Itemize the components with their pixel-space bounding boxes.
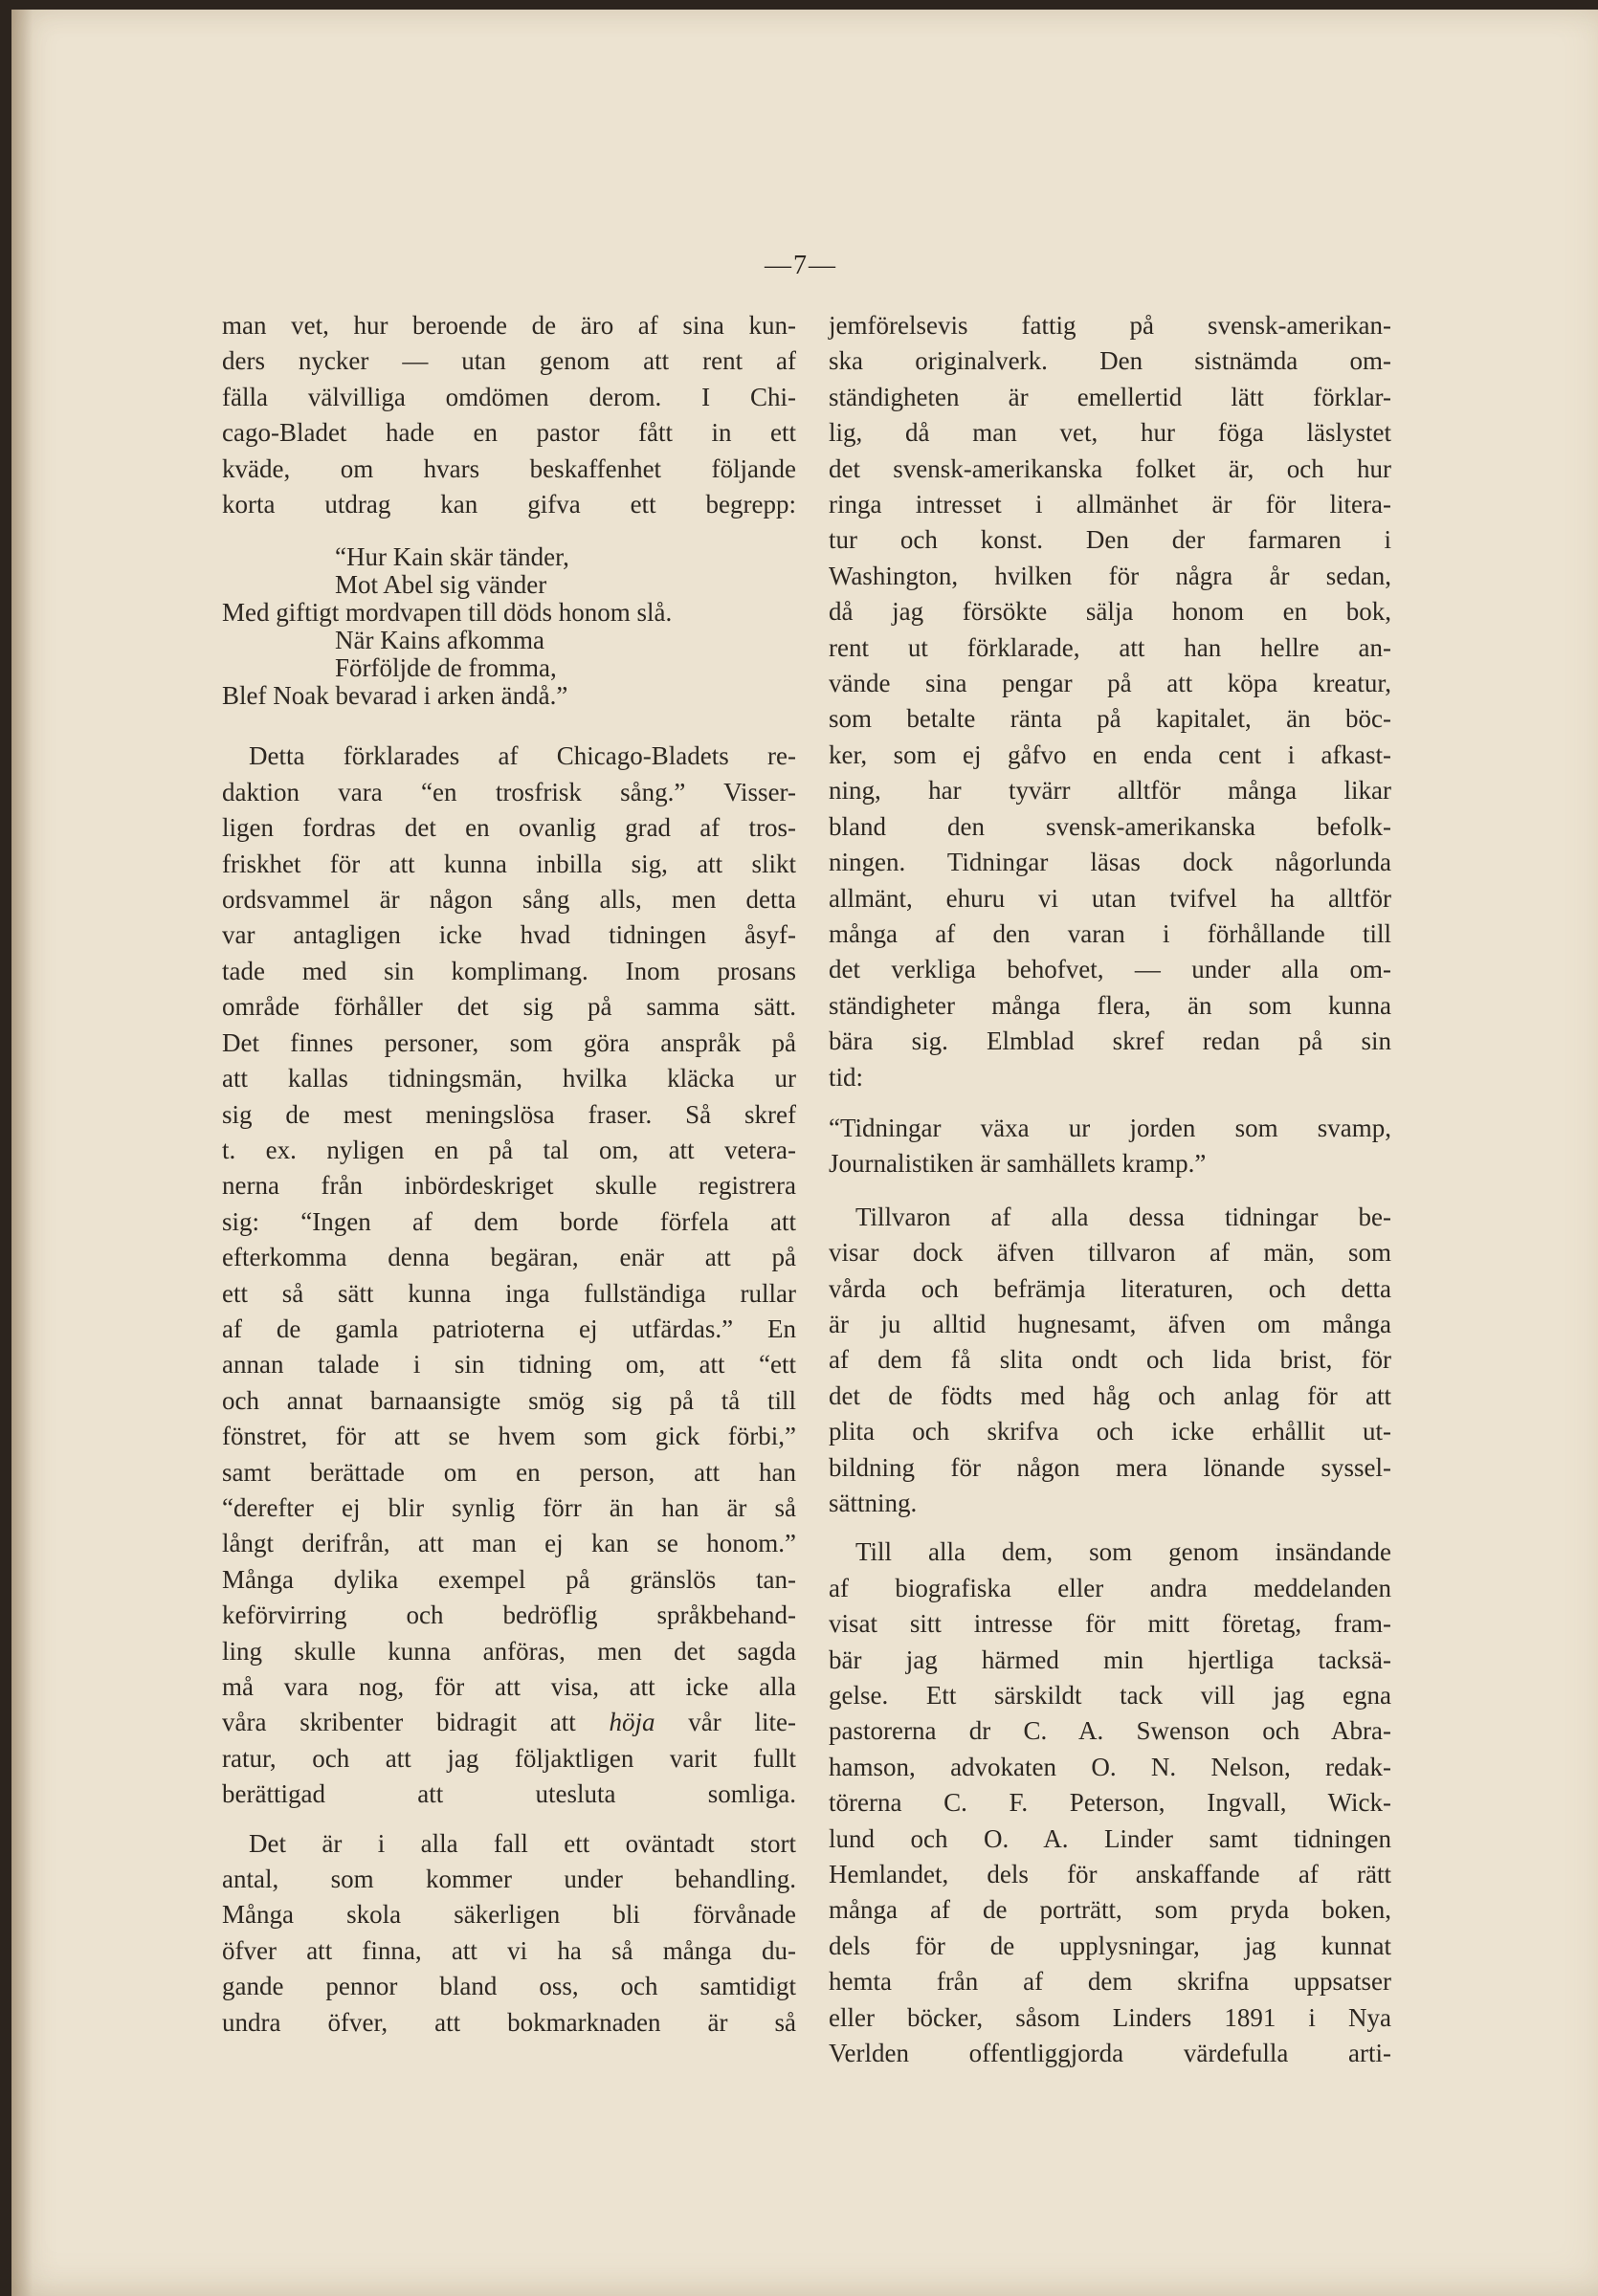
text-line: och annat barnaansigte smög sig på tå till bbox=[222, 1385, 796, 1415]
text-line: ratur, och att jag följaktligen varit fullt bbox=[222, 1743, 796, 1773]
text-line: fönstret, för att se hvem som gick förbi,” bbox=[222, 1422, 796, 1451]
text-line: Det finnes personer, som göra anspråk på bbox=[222, 1027, 796, 1057]
text-line: cago-Bladet hade en pastor fått in ett bbox=[222, 418, 796, 448]
text-line: berättigad att utesluta somliga. bbox=[222, 1779, 796, 1809]
text-line: vårda och befrämja literaturen, och detta bbox=[829, 1273, 1391, 1303]
text-line: bland den svensk-amerikanska befolk- bbox=[829, 811, 1391, 841]
text-line: friskhet för att kunna inbilla sig, att slikt bbox=[222, 849, 796, 878]
text-line: plita och skrifva och icke erhållit ut- bbox=[829, 1417, 1391, 1446]
text-line: ker, som ej gåfvo en enda cent i afkast- bbox=[829, 740, 1391, 769]
text-line: efterkomma denna begäran, enär att på bbox=[222, 1243, 796, 1272]
text-line: många af de porträtt, som pryda boken, bbox=[829, 1895, 1391, 1925]
text-line: långt derifrån, att man ej kan se honom.” bbox=[222, 1529, 796, 1558]
text-line: öfver att finna, att vi ha så många du- bbox=[222, 1935, 796, 1965]
text-line: keförvirring och bedröflig språkbehand- bbox=[222, 1601, 796, 1630]
text-line: jemförelsevis fattig på svensk-amerikan- bbox=[829, 311, 1391, 340]
text-line: Tillvaron af alla dessa tidningar be- bbox=[855, 1202, 1391, 1231]
text-line: gelse. Ett särskildt tack vill jag egna bbox=[829, 1681, 1391, 1711]
text-line: tid: bbox=[829, 1062, 864, 1092]
right-paragraph-3 bbox=[829, 1534, 1391, 2071]
text-line: ett så sätt kunna inga fullständiga rullar bbox=[222, 1278, 796, 1308]
verse-quotation bbox=[829, 1111, 1391, 1182]
text-line: “derefter ej blir synlig förr än han är så bbox=[222, 1492, 796, 1522]
text-line: af dem få slita ondt och lida brist, för bbox=[829, 1345, 1391, 1375]
binding-shadow bbox=[11, 10, 33, 2296]
text-line: samt berättade om en person, att han bbox=[222, 1457, 796, 1487]
text-line: törerna C. F. Peterson, Ingvall, Wick- bbox=[829, 1788, 1391, 1818]
left-paragraph-1 bbox=[222, 308, 796, 522]
text-line: det svensk-amerikanska folket är, och hur bbox=[829, 453, 1391, 483]
text-line: bära sig. Elmblad skref redan på sin bbox=[829, 1027, 1391, 1056]
text-line: ringa intresset i allmänhet är för litera- bbox=[829, 490, 1391, 519]
text-line: att kallas tidningsmän, hvilka kläcka ur bbox=[222, 1064, 796, 1093]
text-line: ningen. Tidningar läsas dock någorlunda bbox=[829, 848, 1391, 877]
book-page bbox=[11, 10, 1598, 2296]
text-line: rent ut förklarade, att han hellre an- bbox=[829, 632, 1391, 662]
text-line: många af den varan i förhållande till bbox=[829, 918, 1391, 948]
poem-line: Blef Noak bevarad i arken ändå.” bbox=[222, 681, 568, 711]
quote-line: Journalistiken är samhällets kramp.” bbox=[829, 1149, 1207, 1179]
text-line: Många dylika exempel på gränslös tan- bbox=[222, 1564, 796, 1594]
text-line: det verkliga behofvet, — under alla om- bbox=[829, 955, 1391, 984]
text-line: af de gamla patrioterna ej utfärdas.” En bbox=[222, 1314, 796, 1343]
text-line: Verlden offentliggjorda värdefulla arti- bbox=[829, 2039, 1391, 2068]
poem-line: Med giftigt mordvapen till döds honom slå. bbox=[222, 598, 673, 628]
text-line: må vara nog, för att visa, att icke alla bbox=[222, 1672, 796, 1701]
text-line: tade med sin komplimang. Inom prosans bbox=[222, 956, 796, 985]
text-line: är ju alltid hugnesamt, äfven om många bbox=[829, 1309, 1391, 1338]
text-line: antal, som kommer under behandling. bbox=[222, 1865, 796, 1894]
text-line: hamson, advokaten O. N. Nelson, redak- bbox=[829, 1752, 1391, 1781]
left-column bbox=[222, 308, 796, 2041]
text-line: tur och konst. Den der farmaren i bbox=[829, 525, 1391, 555]
text-line: ning, har tyvärr alltför många likar bbox=[829, 776, 1391, 806]
text-line: lund och O. A. Linder samt tidningen bbox=[829, 1823, 1391, 1853]
text-line: fälla välvilliga omdömen derom. I Chi- bbox=[222, 382, 796, 411]
poem-quotation bbox=[222, 543, 796, 710]
text-fragment: våra skribenter bidragit att bbox=[222, 1708, 576, 1737]
text-line: nerna från inbördeskriget skulle registrera bbox=[222, 1171, 796, 1201]
text-line: Hemlandet, dels för anskaffande af rätt bbox=[829, 1860, 1391, 1889]
text-line: ska originalverk. Den sistnämda om- bbox=[829, 346, 1391, 376]
text-line: dels för de upplysningar, jag kunnat bbox=[829, 1931, 1391, 1960]
text-line: det de födts med håg och anlag för att bbox=[829, 1380, 1391, 1410]
text-line: undra öfver, att bokmarknaden är så bbox=[222, 2007, 796, 2037]
text-line-with-italic bbox=[222, 1705, 796, 1740]
text-line: vände sina pengar på att köpa kreatur, bbox=[829, 669, 1391, 698]
right-paragraph-2 bbox=[829, 1200, 1391, 1522]
text-line: ordsvammel är någon sång alls, men detta bbox=[222, 885, 796, 915]
text-line: ligen fordras det en ovanlig grad af tros- bbox=[222, 813, 796, 843]
poem-line: “Hur Kain skär tänder, bbox=[335, 542, 569, 572]
quote-line: “Tidningar växa ur jorden som svamp, bbox=[829, 1113, 1391, 1142]
text-line: ders nycker — utan genom att rent af bbox=[222, 346, 796, 376]
italic-word: höja bbox=[609, 1708, 655, 1737]
right-column bbox=[829, 308, 1391, 2072]
text-line: daktion vara “en trosfrisk sång.” Visser- bbox=[222, 777, 796, 806]
poem-line: När Kains afkomma bbox=[335, 626, 544, 655]
text-line: lig, då man vet, hur föga läslystet bbox=[829, 418, 1391, 448]
text-line: korta utdrag kan gifva ett begrepp: bbox=[222, 490, 796, 519]
text-line: ständigheten är emellertid lätt förklar- bbox=[829, 382, 1391, 411]
poem-line: Mot Abel sig vänder bbox=[335, 570, 547, 600]
text-line: sättning. bbox=[829, 1489, 918, 1517]
text-line: Många skola säkerligen bli förvånade bbox=[222, 1900, 796, 1930]
text-fragment: vår lite- bbox=[655, 1708, 796, 1737]
text-line: pastorerna dr C. A. Swenson och Abra- bbox=[829, 1716, 1391, 1746]
text-line: visat sitt intresse för mitt företag, fram- bbox=[829, 1609, 1391, 1639]
text-line: kväde, om hvars beskaffenhet följande bbox=[222, 453, 796, 483]
text-line: eller böcker, såsom Linders 1891 i Nya bbox=[829, 2002, 1391, 2032]
text-line: hemta från af dem skrifna uppsatser bbox=[829, 1967, 1391, 1997]
poem-line: Förföljde de fromma, bbox=[335, 653, 557, 683]
text-line: ständigheter många flera, än som kunna bbox=[829, 990, 1391, 1020]
text-line: bildning för någon mera lönande syssel- bbox=[829, 1452, 1391, 1482]
text-line: sig de mest meningslösa fraser. Så skref bbox=[222, 1099, 796, 1129]
text-line: var antagligen icke hvad tidningen åsyf- bbox=[222, 920, 796, 950]
text-line: sig: “Ingen af dem borde förfela att bbox=[222, 1206, 796, 1236]
text-line: Till alla dem, som genom insändande bbox=[855, 1537, 1391, 1567]
text-line: allmänt, ehuru vi utan tvifvel ha alltför bbox=[829, 883, 1391, 913]
text-line: ling skulle kunna anföras, men det sagda bbox=[222, 1636, 796, 1666]
text-line: som betalte ränta på kapitalet, än böc- bbox=[829, 704, 1391, 734]
text-line: man vet, hur beroende de äro af sina kun- bbox=[222, 311, 796, 340]
text-line: bär jag härmed min hjertliga tacksä- bbox=[829, 1645, 1391, 1674]
text-line: Det är i alla fall ett oväntadt stort bbox=[249, 1828, 796, 1858]
text-line: gande pennor bland oss, och samtidigt bbox=[222, 1972, 796, 2001]
left-paragraph-3 bbox=[222, 1826, 796, 2041]
text-line: Detta förklarades af Chicago-Bladets re- bbox=[249, 741, 796, 771]
left-paragraph-2 bbox=[222, 739, 796, 1812]
text-line: af biografiska eller andra meddelanden bbox=[829, 1573, 1391, 1602]
page-number: —7— bbox=[765, 251, 837, 280]
right-paragraph-1 bbox=[829, 308, 1391, 1095]
text-line: Washington, hvilken för några år sedan, bbox=[829, 561, 1391, 590]
text-line: område förhåller det sig på samma sätt. bbox=[222, 992, 796, 1022]
text-line: t. ex. nyligen en på tal om, att vetera- bbox=[222, 1135, 796, 1164]
text-line: visar dock äfven tillvaron af män, som bbox=[829, 1238, 1391, 1268]
text-line: då jag försökte sälja honom en bok, bbox=[829, 597, 1391, 627]
text-line: annan talade i sin tidning om, att “ett bbox=[222, 1350, 796, 1380]
